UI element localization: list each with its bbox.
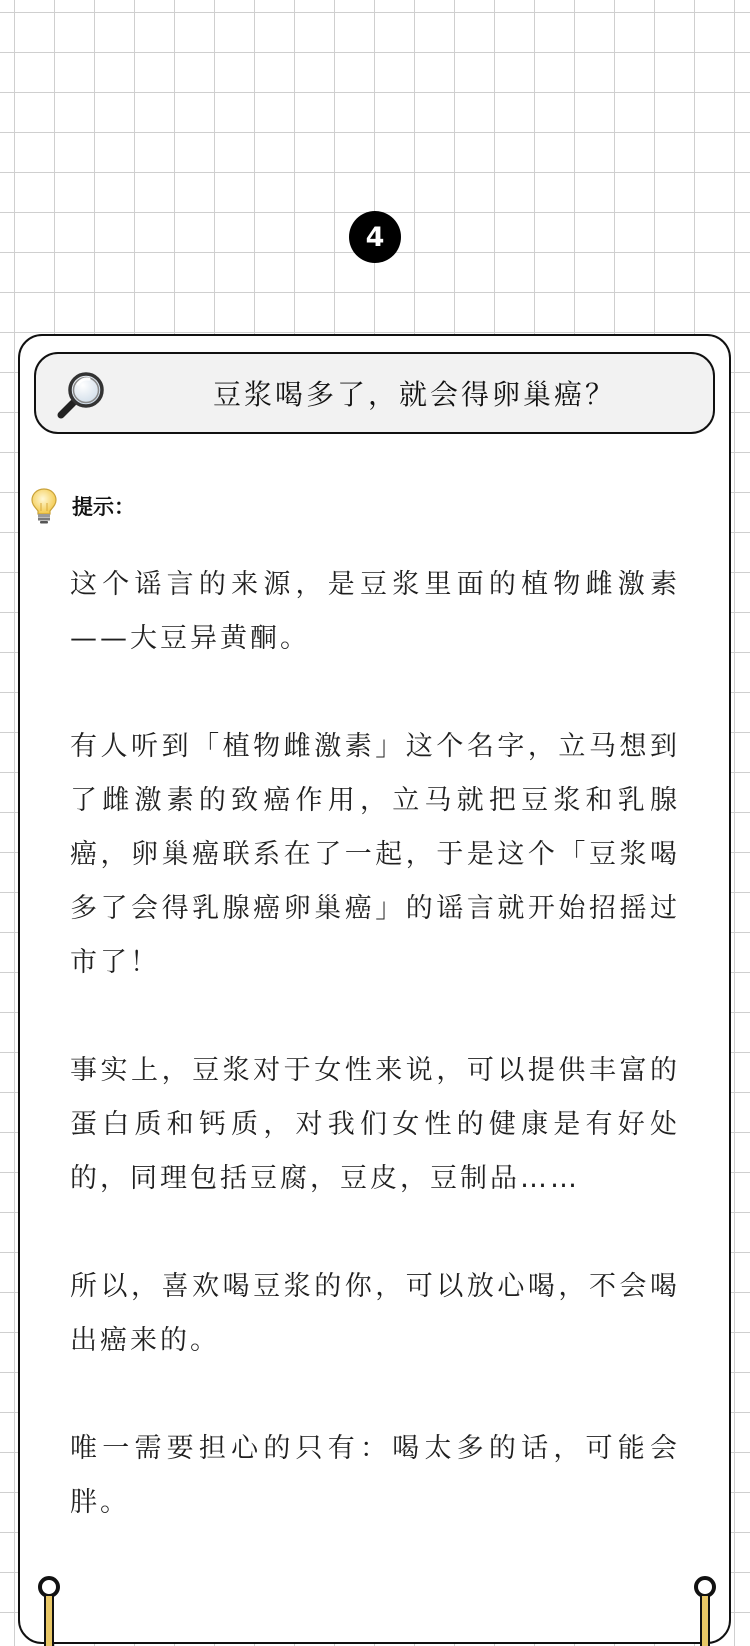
paragraph: 事实上，豆浆对于女性来说，可以提供丰富的蛋白质和钙质，对我们女性的健康是有好处的，同理包括豆腐，豆皮，豆制品…… xyxy=(70,1055,680,1194)
tip-row xyxy=(30,486,135,526)
article-body xyxy=(70,558,680,1530)
binder-ring-left xyxy=(38,1576,60,1598)
title-bar xyxy=(34,352,715,434)
magnifier-icon xyxy=(56,368,108,420)
tip-label: 提示： xyxy=(72,495,135,519)
paragraph: 这个谣言的来源，是豆浆里面的植物雌激素——大豆异黄酮。 xyxy=(70,569,680,654)
section-number-badge: 4 xyxy=(349,211,401,263)
page-title: 豆浆喝多了，就会得卵巢癌？ xyxy=(212,378,616,411)
paragraph: 所以，喜欢喝豆浆的你，可以放心喝，不会喝出癌来的。 xyxy=(70,1271,680,1356)
binder-hanger-left xyxy=(44,1596,54,1646)
content-card xyxy=(18,334,731,1644)
paragraph: 有人听到「植物雌激素」这个名字，立马想到了雌激素的致癌作用，立马就把豆浆和乳腺癌，卵巢癌联系在了一起，于是这个「豆浆喝多了会得乳腺癌卵巢癌」的谣言就开始招摇过市了！ xyxy=(70,731,680,978)
light-bulb-icon xyxy=(30,487,58,525)
binder-hanger-right xyxy=(700,1596,710,1646)
binder-ring-right xyxy=(694,1576,716,1598)
paragraph: 唯一需要担心的只有：喝太多的话，可能会胖。 xyxy=(70,1433,680,1518)
